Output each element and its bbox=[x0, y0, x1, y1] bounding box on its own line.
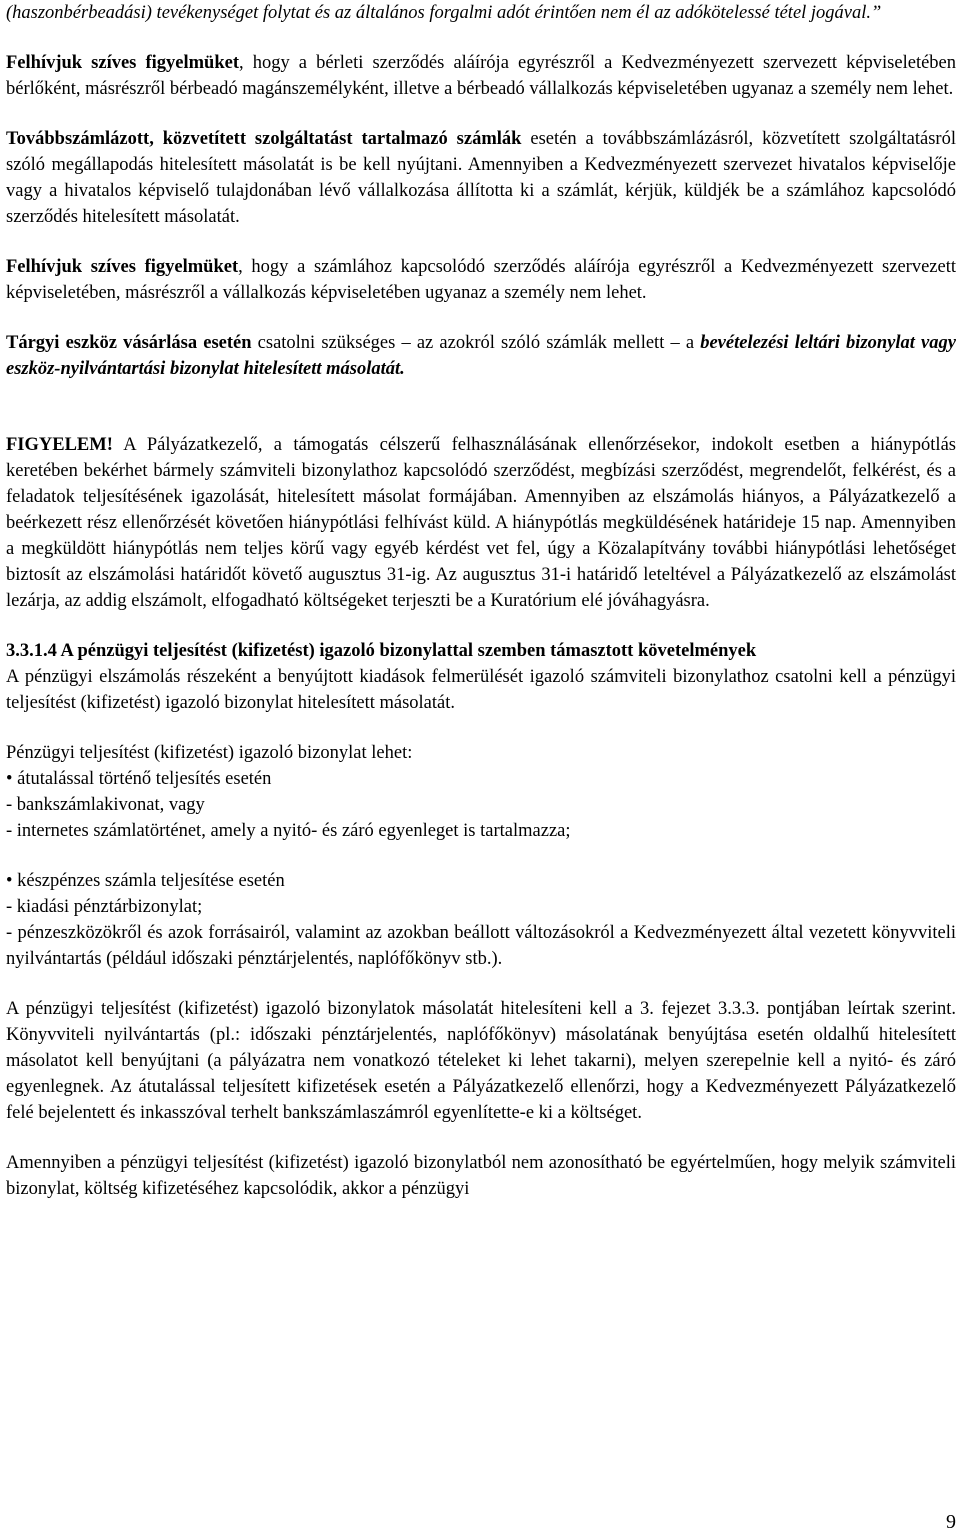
attention-label: FIGYELEM! bbox=[6, 435, 113, 455]
paragraph-text: , hogy a bérleti szerződés aláírója egyrészről a Kedvezményezett szervezett képviseletében bérlőként, másrészről bérbeadó magánszemélyként, illetve a bérbeadó vállalkozás képviseletében ugyanaz a személy nem lehet. bbox=[6, 53, 957, 99]
bold-lead: Továbbszámlázott, közvetített szolgáltatást tartalmazó számlák bbox=[6, 129, 522, 149]
list-line: - bankszámlakivonat, vagy bbox=[6, 795, 205, 815]
bold-lead: Felhívjuk szíves figyelmüket bbox=[6, 257, 239, 277]
list-line-long: - pénzeszközökről és azok forrásairól, valamint az azokban beállott változásokról a Kedvezményezett által vezetett könyvviteli nyilvántartás (például időszaki pénztárjelentés, naplófőkönyv stb.). bbox=[6, 923, 956, 969]
paragraph-contract-notice bbox=[6, 254, 956, 306]
list-line: - kiadási pénztárbizonylat; bbox=[6, 897, 203, 917]
document-page bbox=[6, 0, 956, 1202]
paragraph-financial-settlement: A pénzügyi elszámolás részeként a benyújtott kiadások felmerülését igazoló számviteli bizonylathoz csatolni kell a pénzügyi teljesítést (kifizetést) igazoló bizonylat hitelesített másolatát. bbox=[6, 667, 956, 713]
paragraph-certification: A pénzügyi teljesítést (kifizetést) igazoló bizonylatok másolatát hitelesíteni kell a 3. fejezet 3.3.3. pontjában leírtak szerint. Könyvviteli nyilvántartás (pl.: időszaki pénztárjelentés, naplófőkönyv) másolatának benyújtása esetén oldalhű hitelesített másolatot kell benyújtani (a pályázatra nem vonatkozó tételeket ki lehet takarni), melyen szerepelnie kell a nyitó- és záró egyenlegnek. Az átutalással teljesített kifizetések esetén a Pályázatkezelő ellenőrzi, hogy a Kedvezményezett Pályázatkezelő felé bejelentett és inkasszóval terhelt bankszámlaszámról egyenlítette-e ki a költséget. bbox=[6, 999, 956, 1123]
paragraph-text: A Pályázatkezelő, a támogatás célszerű felhasználásának ellenőrzésekor, indokolt esetben a hiánypótlás keretében bekérhet bármely számviteli bizonylathoz kapcsolódó szerződést, megbízási szerződést, megrendelőt, felkérést, és a feladatok teljesítésének igazolását, hitelesített másolat formájában. Amennyiben az elszámolás hiányos, a Pályázatkezelő a beérkezett rész ellenőrzését követően hiánypótlási felhívást küld. A hiánypótlás megküldésének határideje 15 nap. Amennyiben a megküldött hiánypótlás nem teljes körű vagy egyéb kérdést vet fel, úgy a Közalapítvány további hiánypótlási lehetőséget biztosít az elszámolási határidőt követő augusztus 31-ig. Az augusztus 31-i határidő leteltével a Pályázatkezelő az elszámolást lezárja, az addig elszámolt, elfogadható költségeket terjeszti be a Kuratórium elé jóváhagyásra. bbox=[6, 435, 956, 611]
paragraph-text: , hogy a számlához kapcsolódó szerződés aláírója egyrészről a Kedvezményezett szervezett képviseletében, másrészről a vállalkozás képviseletében ugyanaz a személy nem lehet. bbox=[6, 257, 957, 303]
bold-lead: Felhívjuk szíves figyelmüket bbox=[6, 53, 239, 73]
list-line: - internetes számlatörténet, amely a nyitó- és záró egyenleget is tartalmazza; bbox=[6, 821, 571, 841]
page-number: 9 bbox=[946, 1511, 956, 1533]
section-heading: 3.3.1.4 A pénzügyi teljesítést (kifizetést) igazoló bizonylattal szemben támasztott követelmények bbox=[6, 641, 757, 661]
paragraph-text: esetén a továbbszámlázásról, közvetített szolgáltatásról szóló megállapodás hitelesített másolatát is be kell nyújtani. Amennyiben a Kedvezményezett szervezet hivatalos képviselője vagy a hivatalos képviselő tulajdonában lévő vállalkozása állította ki a számlát, kérjük, küldjék be a számlához kapcsolódó szerződés hitelesített másolatát. bbox=[6, 129, 956, 227]
list-line: • átutalással történő teljesítés esetén bbox=[6, 769, 272, 789]
paragraph-identification: Amennyiben a pénzügyi teljesítést (kifizetést) igazoló bizonylatból nem azonosítható be egyértelműen, hogy melyik számviteli bizonylat, költség kifizetéséhez kapcsolódik, akkor a pénzügyi bbox=[6, 1153, 956, 1199]
paragraph-lease-notice bbox=[6, 50, 956, 102]
list-line: • készpénzes számla teljesítése esetén bbox=[6, 871, 285, 891]
paragraph-attention bbox=[6, 432, 956, 614]
bold-italic-requirement: bevételezési leltári bizonylat vagy eszköz-nyilvántartási bizonylat hitelesített másolatát. bbox=[6, 333, 956, 379]
bold-lead: Tárgyi eszköz vásárlása esetén bbox=[6, 333, 252, 353]
paragraph-intro: (haszonbérbeadási) tevékenységet folytat és az általános forgalmi adót érintően nem él az adókötelessé tétel jogával.” bbox=[6, 3, 882, 23]
paragraph-rebilled-invoices bbox=[6, 126, 956, 230]
payment-proof-list-transfer bbox=[6, 740, 956, 844]
paragraph-fixed-assets bbox=[6, 330, 956, 382]
paragraph-text: csatolni szükséges – az azokról szóló számlák mellett – a bbox=[251, 333, 701, 353]
payment-proof-list-cash bbox=[6, 868, 956, 972]
list-line: Pénzügyi teljesítést (kifizetést) igazoló bizonylat lehet: bbox=[6, 743, 413, 763]
